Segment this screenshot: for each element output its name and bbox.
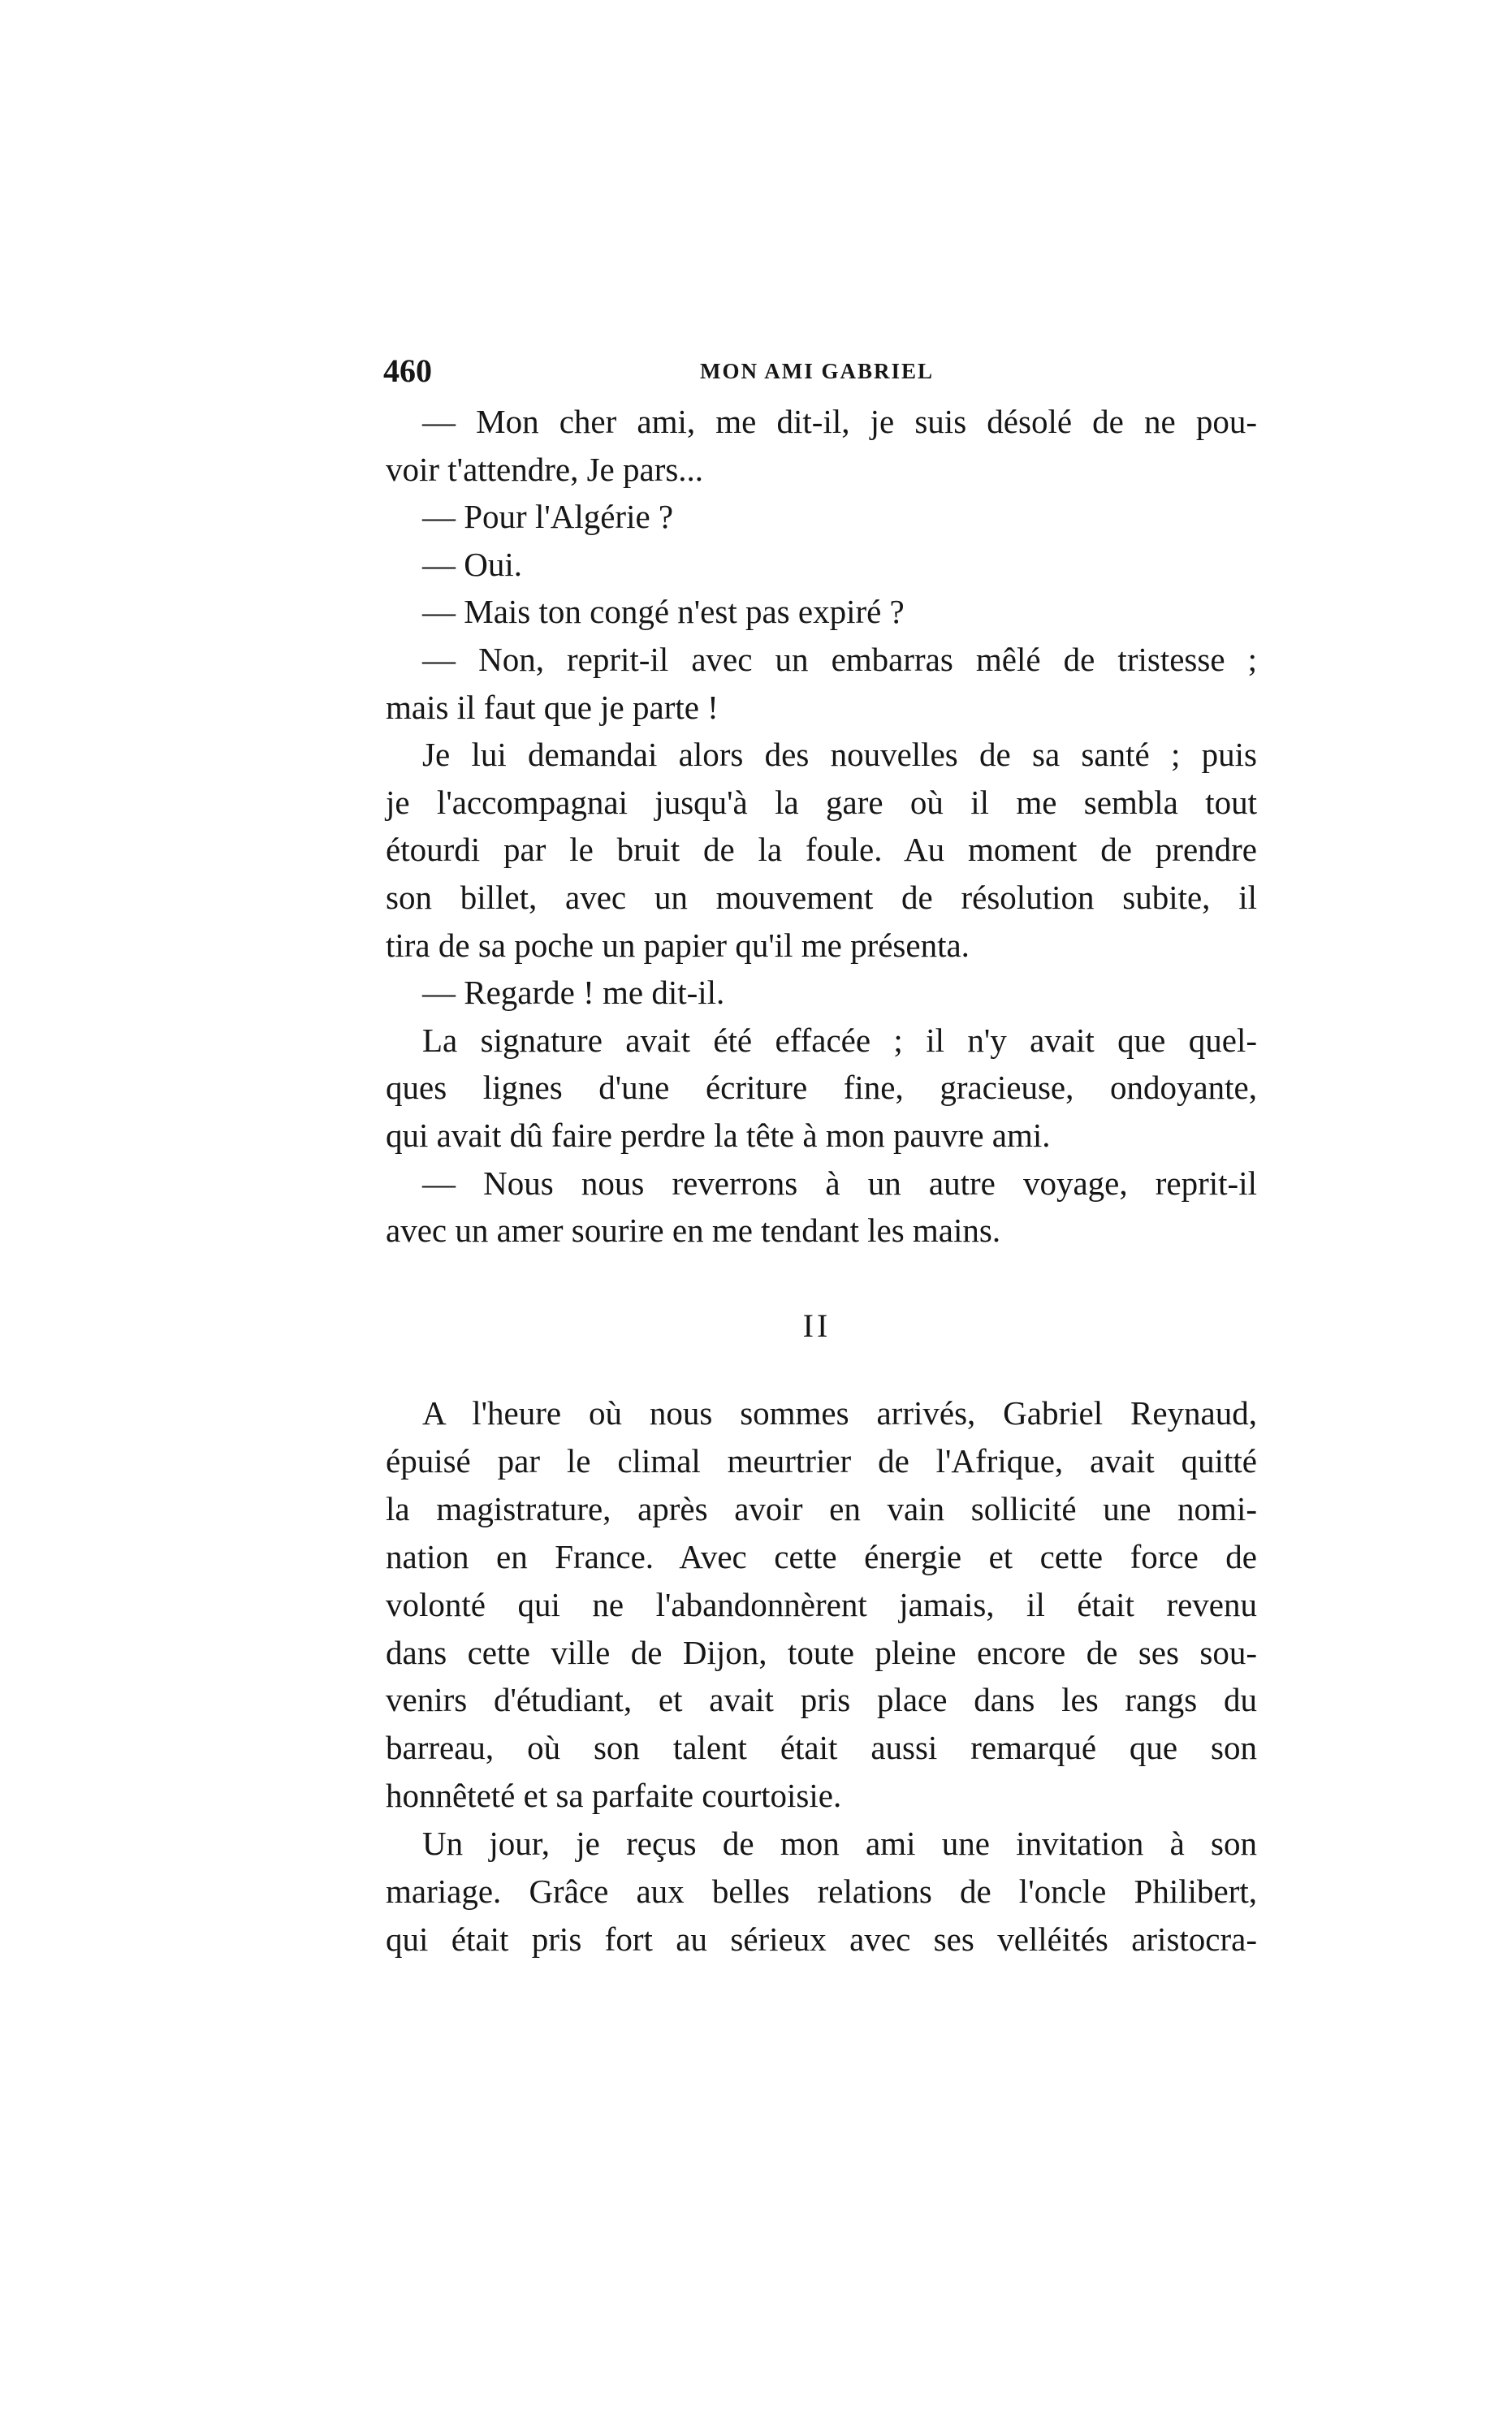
text-line: barreau, où son talent était aussi remarqué que son: [386, 1729, 1257, 1767]
text-line: — Nous nous reverrons à un autre voyage, reprit-il: [422, 1164, 1257, 1202]
text-line: — Non, reprit-il avec un embarras mêlé de tristesse ;: [422, 641, 1257, 678]
running-title: MON AMI GABRIEL: [699, 359, 935, 383]
text-line: — Mais ton congé n'est pas expiré ?: [422, 593, 905, 631]
text-line: — Pour l'Algérie ?: [422, 498, 674, 536]
text-line: son billet, avec un mouvement de résolution subite, il: [386, 879, 1257, 916]
text-line: honnêteté et sa parfaite courtoisie.: [386, 1777, 842, 1815]
text-line: venirs d'étudiant, et avait pris place dans les rangs du: [386, 1681, 1257, 1719]
text-line: A l'heure où nous sommes arrivés, Gabriel Reynaud,: [422, 1394, 1257, 1432]
text-line: voir t'attendre, Je pars...: [386, 450, 704, 488]
text-line: ques lignes d'une écriture fine, gracieuse, ondoyante,: [386, 1069, 1257, 1107]
text-line: mariage. Grâce aux belles relations de l'oncle Philibert,: [386, 1873, 1257, 1910]
text-line: avec un amer sourire en me tendant les mains.: [386, 1212, 1001, 1250]
text-line: Je lui demandai alors des nouvelles de sa santé ; puis: [422, 736, 1257, 774]
text-line: La signature avait été effacée ; il n'y avait que quel-: [422, 1021, 1257, 1059]
text-line: — Mon cher ami, me dit-il, je suis désolé de ne pou-: [422, 403, 1257, 440]
text-line: — Regarde ! me dit-il.: [422, 974, 725, 1012]
section-heading: II: [802, 1307, 832, 1344]
text-line: tira de sa poche un papier qu'il me présenta.: [386, 926, 970, 964]
text-line: je l'accompagnai jusqu'à la gare où il me sembla tout: [386, 783, 1257, 821]
text-line: mais il faut que je parte !: [386, 688, 719, 726]
text-line: dans cette ville de Dijon, toute pleine encore de ses sou-: [386, 1633, 1257, 1671]
text-line: — Oui.: [422, 545, 522, 583]
text-line: la magistrature, après avoir en vain sollicité une nomi-: [386, 1489, 1257, 1527]
page-number: 460: [383, 352, 432, 389]
text-line: volonté qui ne l'abandonnèrent jamais, il était revenu: [386, 1585, 1257, 1623]
text-line: nation en France. Avec cette énergie et cette force de: [386, 1537, 1257, 1575]
text-line: qui avait dû faire perdre la tête à mon pauvre ami.: [386, 1117, 1051, 1154]
text-line: étourdi par le bruit de la foule. Au moment de prendre: [386, 831, 1257, 869]
text-line: qui était pris fort au sérieux avec ses velléités aristocra-: [386, 1920, 1257, 1958]
text-line: Un jour, je reçus de mon ami une invitation à son: [422, 1825, 1257, 1863]
text-line: épuisé par le climal meurtrier de l'Afrique, avait quitté: [386, 1441, 1257, 1480]
